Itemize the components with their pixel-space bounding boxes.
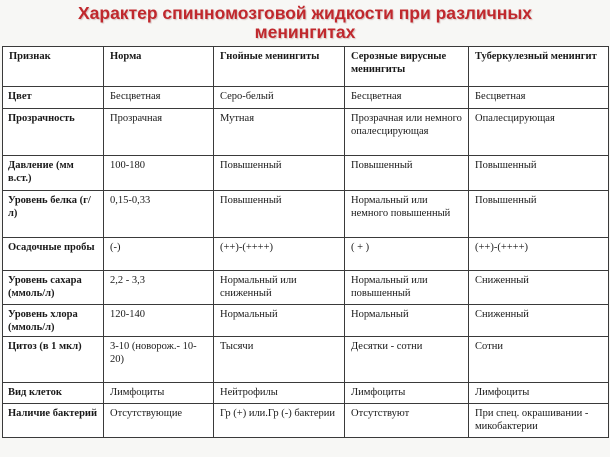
- table-cell: Нормальный: [345, 305, 469, 337]
- table-cell: Нормальный: [214, 305, 345, 337]
- table-row: [3, 238, 609, 271]
- table-cell: Десятки - сотни: [345, 337, 469, 383]
- csf-comparison-table: [2, 46, 609, 438]
- table-cell: Лимфоциты: [345, 383, 469, 404]
- table-row: [3, 337, 609, 383]
- table-cell: Повышенный: [214, 156, 345, 191]
- table-row: [3, 383, 609, 404]
- row-label: Уровень белка (г/л): [3, 191, 104, 238]
- header-cell: Серозные вирусные менингиты: [345, 47, 469, 87]
- table-cell: Тысячи: [214, 337, 345, 383]
- header-cell: Гнойные менингиты: [214, 47, 345, 87]
- table-cell: Бесцветная: [345, 87, 469, 109]
- row-label: Прозрачность: [3, 109, 104, 156]
- page-title: [0, 4, 610, 42]
- row-label: Уровень хлора (ммоль/л): [3, 305, 104, 337]
- row-label: Цитоз (в 1 мкл): [3, 337, 104, 383]
- table-cell: Лимфоциты: [469, 383, 609, 404]
- table-cell: Повышенный: [469, 191, 609, 238]
- row-label: Уровень сахара (ммоль/л): [3, 271, 104, 305]
- row-label: Давление (мм в.ст.): [3, 156, 104, 191]
- table-cell: Прозрачная или немного опалесцирующая: [345, 109, 469, 156]
- row-label: Вид клеток: [3, 383, 104, 404]
- table-row: [3, 404, 609, 438]
- table-cell: (++)-(++++): [214, 238, 345, 271]
- header-cell: Норма: [104, 47, 214, 87]
- table-cell: Прозрачная: [104, 109, 214, 156]
- table-cell: Повышенный: [214, 191, 345, 238]
- table-cell: Гр (+) или.Гр (-) бактерии: [214, 404, 345, 438]
- table-cell: Сниженный: [469, 305, 609, 337]
- table-cell: Бесцветная: [469, 87, 609, 109]
- title-line-1: Характер спинномозговой жидкости при различных: [77, 3, 532, 23]
- table-cell: 2,2 - 3,3: [104, 271, 214, 305]
- table-cell: Нормальный или немного повышенный: [345, 191, 469, 238]
- title-line-2: менингитах: [254, 22, 356, 42]
- table-cell: Повышенный: [469, 156, 609, 191]
- table-cell: (-): [104, 238, 214, 271]
- table-header-row: [3, 47, 609, 87]
- table-cell: Нормальный или сниженный: [214, 271, 345, 305]
- table-cell: 3-10 (новорож.- 10-20): [104, 337, 214, 383]
- table-cell: Серо-белый: [214, 87, 345, 109]
- table-row: [3, 191, 609, 238]
- table-row: [3, 271, 609, 305]
- table-cell: Лимфоциты: [104, 383, 214, 404]
- table-cell: 100-180: [104, 156, 214, 191]
- table-cell: При спец. окрашивании - микобактерии: [469, 404, 609, 438]
- table-cell: Повышенный: [345, 156, 469, 191]
- table-row: [3, 109, 609, 156]
- table-cell: Отсутствующие: [104, 404, 214, 438]
- header-cell: Признак: [3, 47, 104, 87]
- table-cell: Отсутствуют: [345, 404, 469, 438]
- table-row: [3, 156, 609, 191]
- row-label: Цвет: [3, 87, 104, 109]
- row-label: Осадочные пробы: [3, 238, 104, 271]
- table-cell: 120-140: [104, 305, 214, 337]
- table-cell: Бесцветная: [104, 87, 214, 109]
- table-row: [3, 87, 609, 109]
- row-label: Наличие бактерий: [3, 404, 104, 438]
- table-cell: Опалесцирующая: [469, 109, 609, 156]
- table-cell: Мутная: [214, 109, 345, 156]
- table-cell: 0,15-0,33: [104, 191, 214, 238]
- table-cell: Нейтрофилы: [214, 383, 345, 404]
- table-cell: ( + ): [345, 238, 469, 271]
- table-cell: Сотни: [469, 337, 609, 383]
- header-cell: Туберкулезный менингит: [469, 47, 609, 87]
- table-cell: Сниженный: [469, 271, 609, 305]
- table-cell: Нормальный или повышенный: [345, 271, 469, 305]
- table-cell: (++)-(++++): [469, 238, 609, 271]
- table-row: [3, 305, 609, 337]
